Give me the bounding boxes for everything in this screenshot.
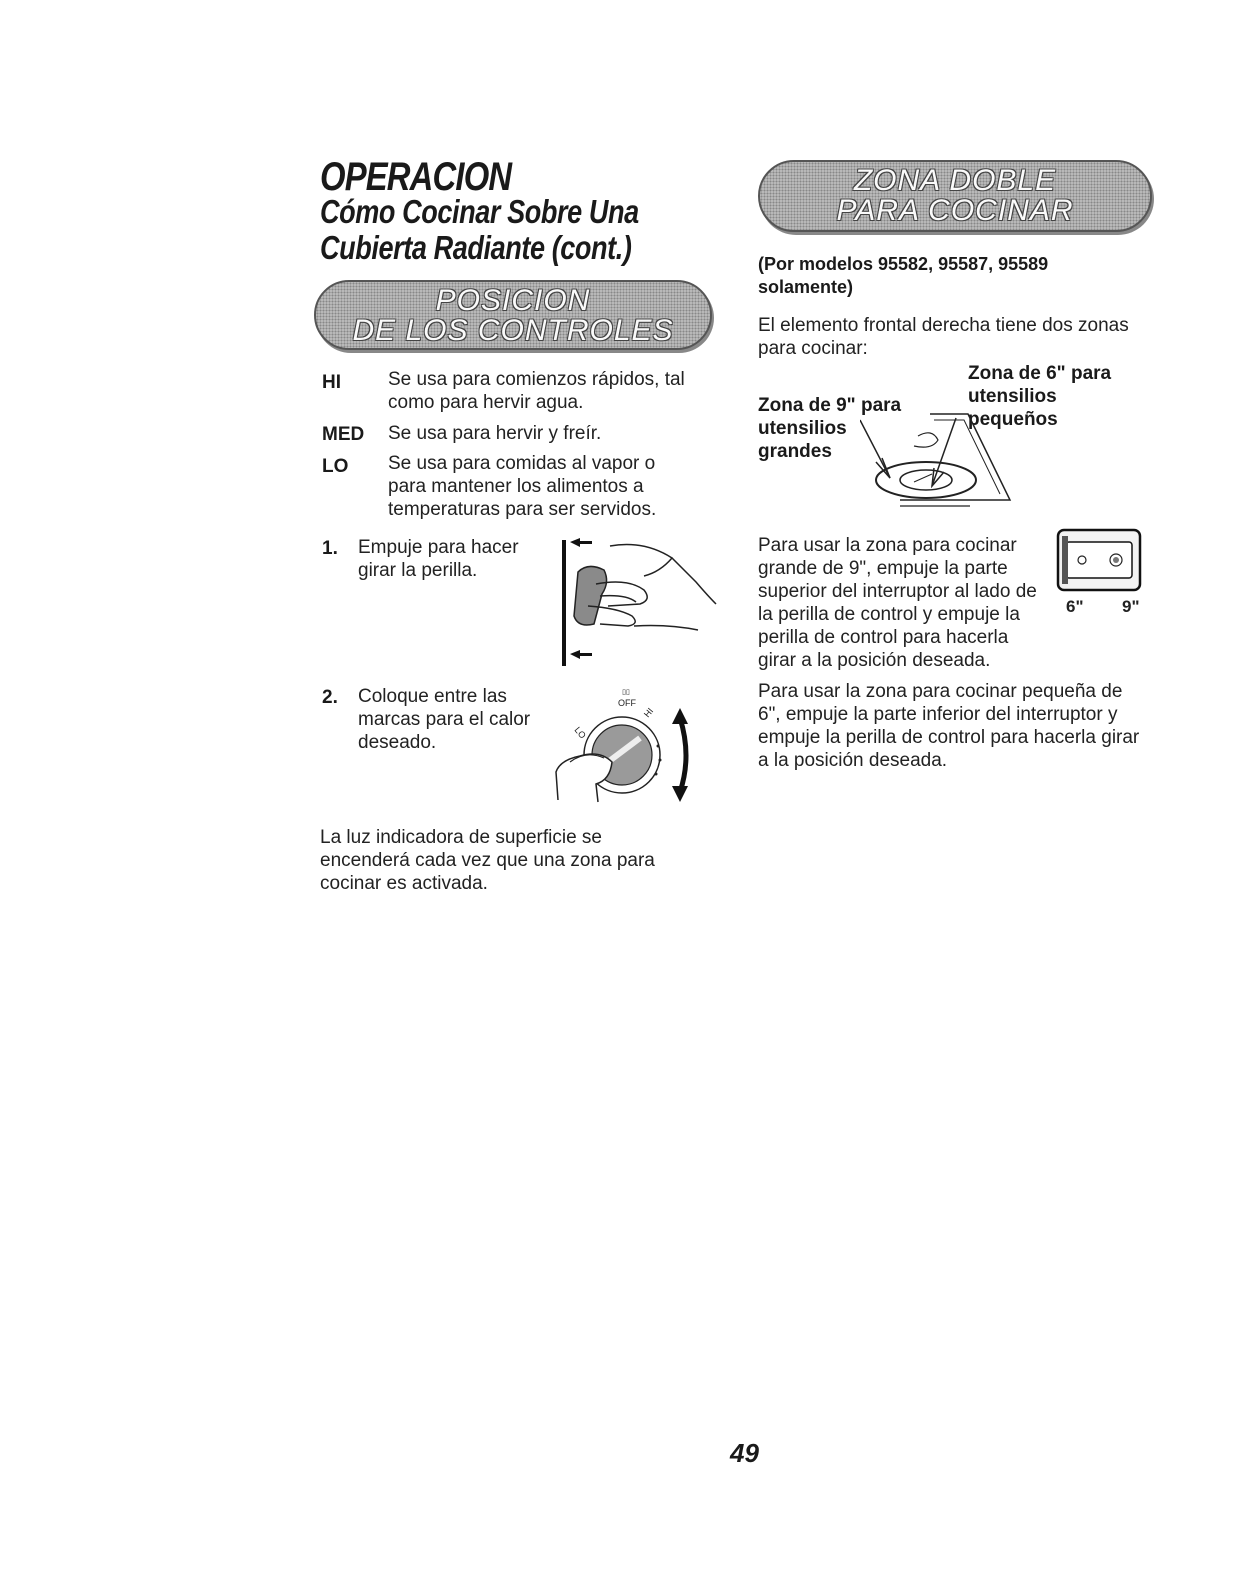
knob-setting-illustration: [540, 680, 710, 805]
push-arrow-bottom-icon: [570, 650, 592, 659]
setting-term-lo: LO: [322, 456, 349, 477]
knob-lo-label: LO: [572, 724, 588, 741]
switch-label-6: 6": [1066, 597, 1084, 616]
setting-term-hi: HI: [322, 372, 341, 393]
step-1-text: Empuje para hacer girar la perilla.: [358, 537, 519, 581]
models-note: (Por modelos 95582, 95587, 95589 solamente): [758, 254, 1049, 297]
step-2-number: 2.: [322, 687, 338, 708]
banner-line-2: DE LOS CONTROLES: [352, 314, 674, 347]
banner-line-2: PARA COCINAR: [836, 194, 1074, 227]
banner-line-1: ZONA DOBLE: [853, 164, 1057, 197]
step-2-text: Coloque entre las marcas para el calor deseado.: [358, 686, 531, 753]
step-1-number: 1.: [322, 538, 338, 559]
zone-selector-switch-illustration: [1050, 528, 1150, 618]
knob-hi-label: HI: [641, 705, 656, 720]
setting-desc-lo: Se usa para comidas al vapor o para mantener los alimentos a temperaturas para ser servidos.: [388, 453, 657, 520]
banner-line-1: POSICION: [435, 284, 591, 317]
knob-off-label: OFF: [618, 698, 636, 708]
dual-zone-diagram: [860, 410, 1030, 515]
large-zone-ring: [876, 462, 976, 498]
small-zone-ring: [900, 470, 952, 490]
setting-desc-hi: Se usa para comienzos rápidos, tal como para hervir agua.: [388, 369, 685, 413]
setting-desc-med: Se usa para hervir y freír.: [388, 423, 602, 444]
svg-text:▯▯: ▯▯: [622, 689, 630, 696]
switch-label-9: 9": [1122, 597, 1140, 616]
subtitle-line-1: Cómo Cocinar Sobre Una: [320, 193, 639, 230]
large-zone-label: Zona de 9" para utensilios grandes: [758, 395, 902, 462]
push-knob-illustration: [548, 532, 718, 672]
setting-term-med: MED: [322, 424, 365, 445]
small-zone-label: Zona de 6" para utensilios pequeños: [968, 363, 1112, 430]
banner-posicion-de-los-controles: [314, 280, 712, 350]
indicator-light-note: La luz indicadora de superficie se encenderá cada vez que una zona para cocinar es activada.: [320, 827, 655, 894]
subtitle-line-2: Cubierta Radiante (cont.): [320, 229, 632, 266]
rotate-arrow-icon: [680, 718, 686, 792]
page-subtitle: [320, 194, 639, 266]
banner-zona-doble-para-cocinar: [758, 160, 1152, 232]
section-title: OPERACION: [320, 155, 512, 199]
large-zone-instructions-lead: Para usar la zona para cocinar grande de 9", empuje la parte superior del interruptor al lado de la perilla de control y empuje la perilla de control para hacerla girar a la posición deseada.: [758, 535, 1037, 671]
page-number: 49: [730, 1438, 759, 1468]
small-zone-instructions: Para usar la zona para cocinar pequeña de 6", empuje la parte inferior del interruptor y empuje la perilla de control para hacerla girar a la posición deseada.: [758, 681, 1140, 771]
push-arrow-top-icon: [570, 538, 592, 547]
intro-text: El elemento frontal derecha tiene dos zonas para cocinar:: [758, 315, 1129, 359]
